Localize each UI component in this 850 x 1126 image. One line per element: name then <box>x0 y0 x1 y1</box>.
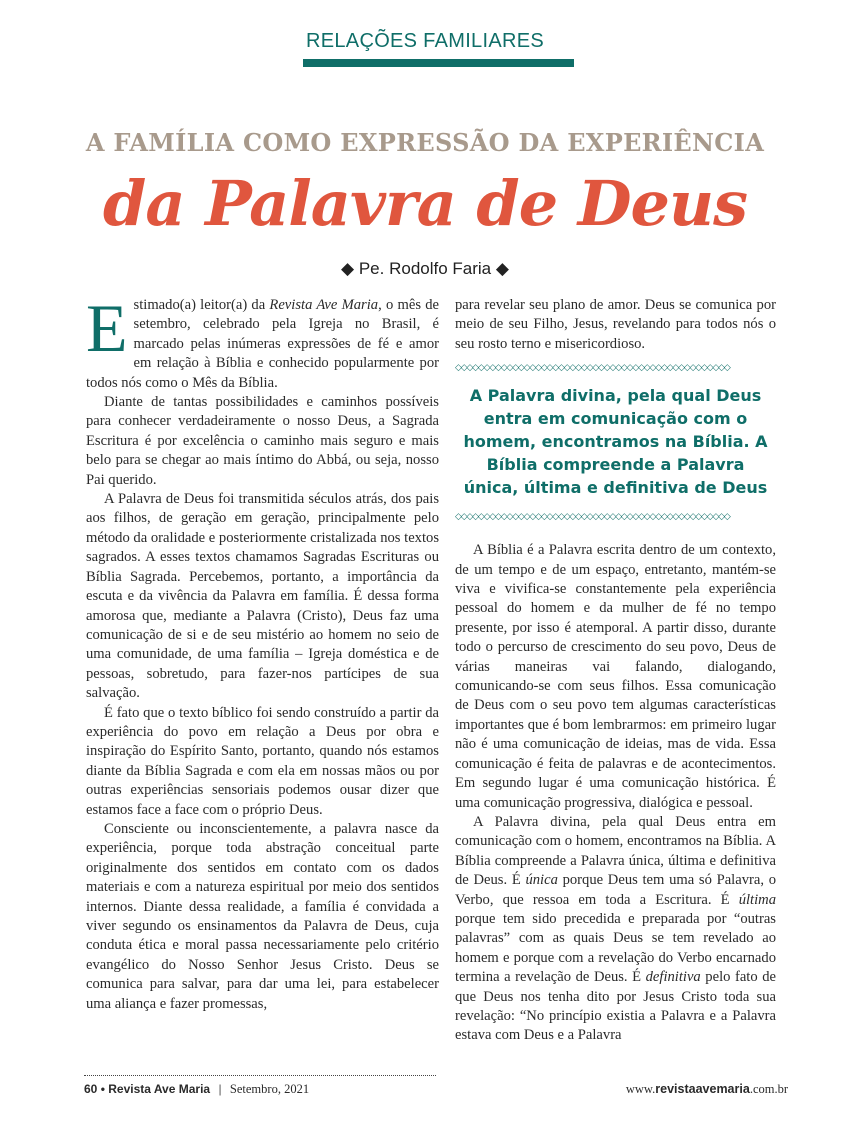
website-url[interactable] <box>626 1082 788 1097</box>
text: porque tem sido precedida e preparada por “outras palavras” com as quais Deus se tem revelado ao homem e porque com a revelação do Verbo encarnado termina a revelação de Deus. É <box>455 910 776 986</box>
section-label: RELAÇÕES FAMILIARES <box>306 30 544 52</box>
footer-divider <box>84 1075 436 1076</box>
paragraph: para revelar seu plano de amor. Deus se comunica por meio de seu Filho, Jesus, revelando para todos nós o seu rosto terno e misericordioso. <box>455 297 776 352</box>
byline <box>0 258 850 280</box>
right-column <box>455 296 776 1046</box>
url-suffix: .com.br <box>749 1082 788 1096</box>
diamond-divider: ◇◇◇◇◇◇◇◇◇◇◇◇◇◇◇◇◇◇◇◇◇◇◇◇◇◇◇◇◇◇◇◇◇◇◇◇◇◇◇◇◇◇◇◇◇◇◇◇ <box>455 362 730 373</box>
diamond-icon: ◆ <box>495 259 509 278</box>
article-title: da Palavra de Deus <box>103 167 747 240</box>
paragraph <box>455 813 776 1046</box>
emphasis: definitiva <box>645 969 701 986</box>
paragraph: Consciente ou inconscientemente, a palavra nasce da experiência, porque toda abstração conceitual parte originalmente dos sentidos em contato com os dados materiais e com a natureza espiritual por meio dos sentidos internos. Diante dessa realidade, a família é convidada a viver segundo os ensinamentos da Palavra de Deus, cuja conduta ética e moral passa necessariamente pelo critério evangélico do Nosso Senhor Jesus Cristo. Deus se comunica para salvar, para dar uma lei, para estabelecer uma aliança e fazer promessas, <box>86 820 439 1012</box>
magazine-name: Revista Ave Maria <box>108 1082 211 1096</box>
bullet: • <box>100 1082 105 1096</box>
text: pelo fato de que Deus nos tenha dito por Jesus Cristo toda sua revelação: “No princípio existia a Palavra e a Palavra estava com Deus e a Palavra <box>455 969 776 1044</box>
text: stimado(a) leitor(a) da <box>133 297 270 313</box>
left-column <box>86 290 439 1014</box>
emphasis: última <box>738 891 776 908</box>
separator: | <box>218 1082 222 1096</box>
text: porque Deus tem uma só Palavra, o Verbo, que ressoa em toda a Escritura. É <box>455 872 776 908</box>
page-number: 60 <box>84 1082 98 1096</box>
emphasis: única <box>525 872 558 889</box>
drop-cap: E <box>86 290 128 366</box>
paragraph: A Bíblia é a Palavra escrita dentro de um contexto, de um tempo e de um espaço, entretanto, mantém-se viva e vivifica-se constantemente pela experiência pessoal do homem e da mulher de fé no tempo presente, por isso é atemporal. A partir disso, durante todo o percurso de crescimento do seu povo, Deus de várias maneiras vai falando, dialogando, comunicando-se com seus filhos. Essa comunicação de Deus com o seu povo tem algumas características importantes que é bom lembrarmos: em primeiro lugar não é uma comunicação de ideias, mas de vida. Essa comunicação é feita de palavras e de acontecimentos. Em segundo lugar é uma comunicação histórica. É uma comunicação progressiva, dialógica e pessoal. <box>455 542 776 811</box>
diamond-icon: ◆ <box>341 259 355 278</box>
paragraph <box>86 290 439 393</box>
paragraph: Diante de tantas possibilidades e caminhos possíveis para conhecer verdadeiramente o nosso Deus, a Sagrada Escritura é por excelência o caminho mais seguro e mais belo para se chegar ao mais íntimo do Abbá, ou seja, nosso Pai querido. <box>86 394 439 488</box>
author-name: Pe. Rodolfo Faria <box>358 259 492 278</box>
text: A Palavra divina, pela qual Deus entra em comunicação com o homem, encontramos na Bíblia. A Bíblia compreende a Palavra única, última e definitiva de Deus. É <box>455 813 776 889</box>
pull-quote: A Palavra divina, pela qual Deus entra em comunicação com o homem, encontramos na Bíblia. A Bíblia compreende a Palavra única, última e definitiva de Deus <box>463 386 768 498</box>
diamond-divider: ◇◇◇◇◇◇◇◇◇◇◇◇◇◇◇◇◇◇◇◇◇◇◇◇◇◇◇◇◇◇◇◇◇◇◇◇◇◇◇◇◇◇◇◇◇◇◇◇ <box>455 511 730 522</box>
url-domain: revistaavemaria <box>655 1082 750 1096</box>
paragraph: É fato que o texto bíblico foi sendo construído a partir da experiência do povo em relação a Deus por obra e inspiração do Espírito Santo, portanto, quando nós estamos diante da Bíblia Sagrada e com ela em nossas mãos ou por outras experiências sensoriais podemos ousar dizer que estamos face a face com o próprio Deus. <box>86 704 439 818</box>
paragraph: A Palavra de Deus foi transmitida séculos atrás, dos pais aos filhos, de geração em geração, principalmente pelo método da oralidade e posteriormente cristalizada nos textos sagrados. A esses textos chamamos Sagradas Escrituras ou Bíblia Sagrada. Percebemos, portanto, a importância da escuta e da vivência da Palavra em família. É dessa forma amorosa que, mediante a Palavra (Cristo), Deus faz uma comunicação de si e de seu mistério ao homem no seio de uma comunidade, de uma família – Igreja doméstica e de pessoas, sobretudo, para fazer-nos partícipes de sua salvação. <box>86 491 439 702</box>
footer-left <box>84 1082 309 1097</box>
issue-date: Setembro, 2021 <box>229 1082 310 1096</box>
article-kicker: A FAMÍLIA COMO EXPRESSÃO DA EXPERIÊNCIA <box>85 128 765 157</box>
section-underline <box>303 59 574 67</box>
magazine-name: Revista Ave Maria <box>269 297 379 313</box>
text: , o mês de setembro, celebrado pela Igreja no Brasil, é marcado pelas inúmeras expressões de fé e amor em relação à Bíblia e conhecido popularmente por todos nós como o Mês da Bíblia. <box>86 297 439 391</box>
url-prefix: www. <box>625 1082 656 1096</box>
